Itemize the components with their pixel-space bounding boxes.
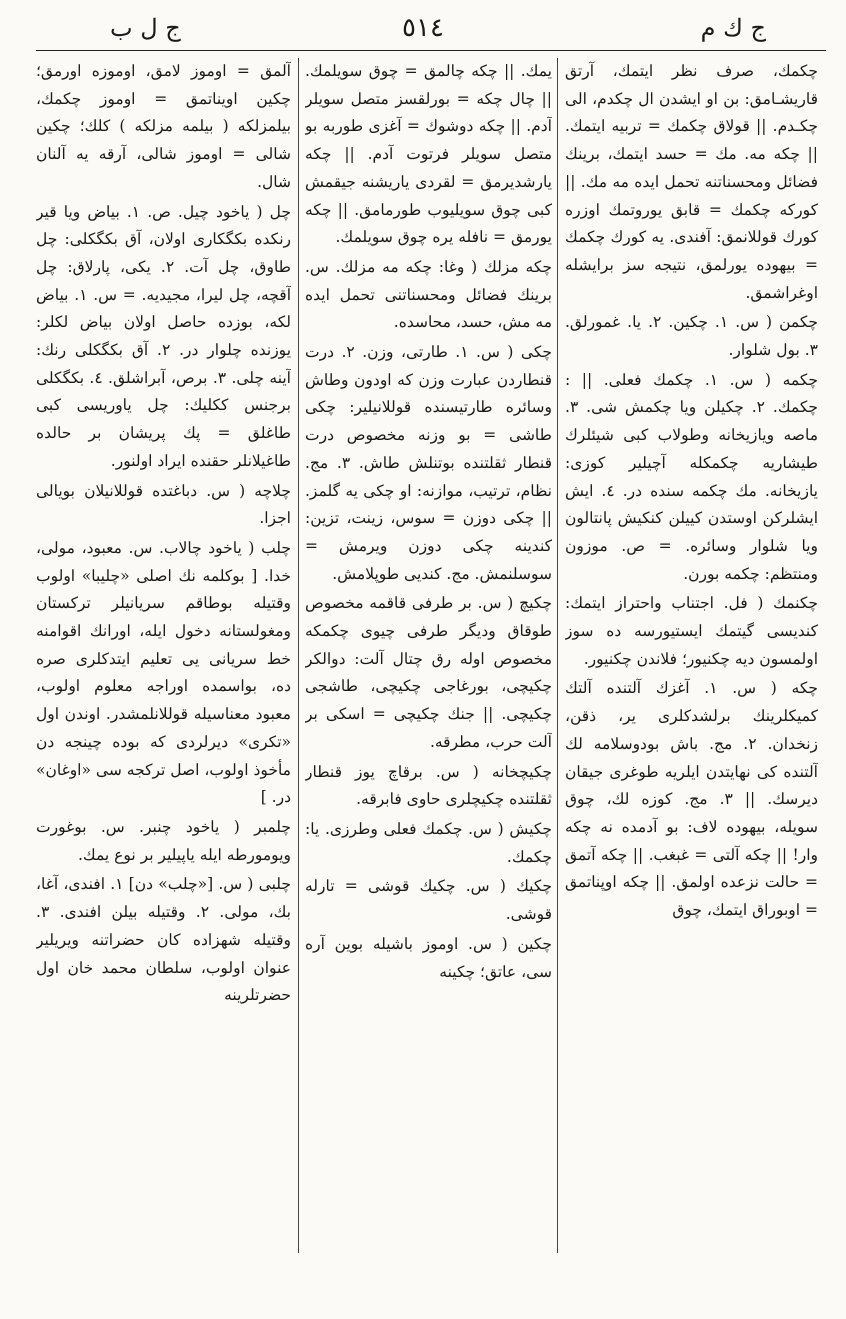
dictionary-entry: چكيش ( س. چكمك فعلى وطرزى. يا: چكمك.	[305, 819, 552, 866]
dictionary-entry: چكى ( س. ١. طارتى، وزن. ٢. درت قنطاردن عبارت وزن كه اودون وطاش وسائره طارتيسنده قوللانيلير: چكى طاشى = بو وزنه مخصوص درت قنطار ثقلتنده بوتنلش طاش. ٣. مج. نظام، ترتيب، موازنه: او چكى يه گلمز. || چكى دوزن = سوس، زينت، تزين: كندينه چكى دوزن ويرمش = سوسلنمش. مج. كنديى طوپلامش.	[305, 343, 552, 583]
dictionary-entry: چل ( ياخود چيل. ص. ١. بياض ويا قير رنكده بكگكارى اولان، آق بكگكلى: چل طاوق، چل آت. ٢. يكى، پارلاق: چل آقچه، چل ليرا، مجيديه. = س. ١. بياض لكه، بوزده حاصل اولان بياض لكلر: يوزنده چلوار در. ٢. آق بكگكلى رنك: آينه چلى. ٣. برص، آبراشلق. ٤. بكگكلى برجنس ككليك: چل ياوريسى كبى طاغلق = پك پريشان بر حالده طاغيلانلر حقنده ايراد اولنور.	[36, 202, 291, 470]
dictionary-entry: چلاچه ( س. دباغتده قوللانيلان بويالى اجزا.	[36, 481, 291, 528]
dictionary-entry: چكه ( س. ١. آغزك آلتنده آلتك كميكلرينك برلشدكلرى ير، ذقن، زنخدان. ٢. مج. باش بودوسلامه لك آلتنده كى نهايتدن ايلريه طوغرى جيقان ديرسك. || ٣. مج. كوزه لك، چوق سويله، بيهوده لاف: بو آدمده نه چكه وار! || چكه آلتى = غبغب. || چكه آتمق = حالت نزعده اولمق. || چكه اوپناتمق = اوبوراق ايتمك، چوق	[565, 679, 818, 920]
dictionary-entry: يمك. || چكه چالمق = چوق سويلمك. || چال چكه = بورلقسز متصل سويلر آدم. || چكه دوشوك = آغزى طوربه بو متصل سويلر فرتوت آدم. || چكه يارشديرمق = لقردى ياريشنه جيقمش كبى چوق سويليوب طورمامق. || چكه يورمق = نافله يره چوق سويلمك.	[305, 62, 552, 247]
header-rule	[36, 50, 826, 51]
dictionary-entry: چلب ( ياخود چالاب. س. معبود، مولى، خدا. [ بوكلمه نك اصلى «چليبا» اولوب وقتيله بوطاقم سريانيلر تركستان ومغولستانه دخول ايله، اورانك اقوامنه خط سريانى يى تعليم ايتدكلرى صره ده، بواسمده اوراجه معلوم اولوب، معبود معناسيله قوللانلمشدر. اوندن اول «تكرى» ديرلردى كه بوده چينجه دن مأخوذ اولوب، اصل تركجه سى «اوغان» در. ]	[36, 538, 291, 807]
page-number: ٥١٤	[402, 13, 444, 43]
running-head-right: ج ك م	[700, 14, 766, 42]
dictionary-entry: چكمه ( س. ١. چكمك فعلى. || : چكمك. ٢. چكيلن ويا چكمش شى. ٣. ماصه ويازيخانه وطولاب كبى شيئلرك طيشاريه چكمكله آچيلير كوزى: يازيخانه. مك چكمه سنده در. ٤. ايش ايشلركن اوستدن كييلن كنكيش پانتالون ويا شلوار وسائره. = ص. موزون ومنتظم: چكمه بورن.	[565, 370, 818, 583]
dictionary-entry: چكيچ ( س. بر طرفى قاقمه مخصوص طوقاق وديگر طرفى چيوى چكمكه مخصوص اوله رق چتال آلت: دوالكر چكيچى، بورغاجى چكيچى، طاشجى چكيچى. || جنك چكيچى = اسكى بر آلت حرب، مطرقه.	[305, 594, 552, 751]
dictionary-entry: چكه مزلك ( وغا: چكه مه مزلك. س. برينك فضائل ومحسناتنى تحمل ايده مه مش، حسد، محاسده.	[305, 257, 552, 332]
dictionary-entry: چكمك، صرف نظر ايتمك، آرتق قاريشـامق: بن او ايشدن ال چكدم، الى چكـدم. || قولاق چكمك = تربيه ايتمك. || چكه مه. مك = حسد ايتمك، برينك فضائل ومحسناتنه تحمل ايده مه مك. || كوركه چكمك = قابق يوروتمك اوزره كورك قوللانمق: آفندى. يه كورك چكمك = بيهوده يورلمق، نتيجه سز برايشله اوغراشمق.	[565, 62, 818, 302]
dictionary-entry: چكيك ( س. چكيك قوشى = تارله قوشى.	[305, 877, 552, 924]
dictionary-entry: چكنمك ( فل. اجتناب واحتراز ايتمك: كنديسى گيتمك ايستيورسه ده سوز اولمسون ديه چكنيور؛ فلاندن چكنيور.	[565, 594, 818, 668]
column-divider	[298, 58, 299, 1253]
column-left	[36, 58, 291, 1268]
dictionary-entry: چكيچخانه ( س. برقاچ يوز قنطار ثقلتنده چكيچلرى حاوى فابرقه.	[305, 762, 552, 809]
dictionary-entry: چلبى ( س. [«چلب» دن] ١. افندى، آغا، بك، مولى. ٢. وقتيله بيلن افندى. ٣. وقتيله شهزاده كان حضراتنه ويريلير عنوان اولوب، سلطان محمد خان اول حضرتلرينه	[36, 875, 291, 1005]
column-divider	[557, 58, 558, 1253]
dictionary-entry: چلمبر ( ياخود چنبر. س. بوغورت ويومورطه ايله ياپيلير بر نوع يمك.	[36, 817, 291, 864]
column-right	[565, 58, 818, 1268]
column-middle	[305, 58, 552, 1268]
running-head-left: ج ل ب	[110, 14, 181, 42]
dictionary-entry: چكمن ( س. ١. چكين. ٢. يا. غمورلق. ٣. بول شلوار.	[565, 313, 818, 360]
dictionary-entry: آلمق = اوموز لامق، اوموزه اورمق؛ چكين اويناتمق = اوموز چكمك، بيلمزلكه ( بيلمه مزلكه ) كلك؛ چكين شالى = اوموز شالى، آرقه يه آلنان شال.	[36, 62, 291, 191]
dictionary-entry: چكين ( س. اوموز باشيله بوين آره سى، عاتق؛ چكينه	[305, 934, 552, 981]
